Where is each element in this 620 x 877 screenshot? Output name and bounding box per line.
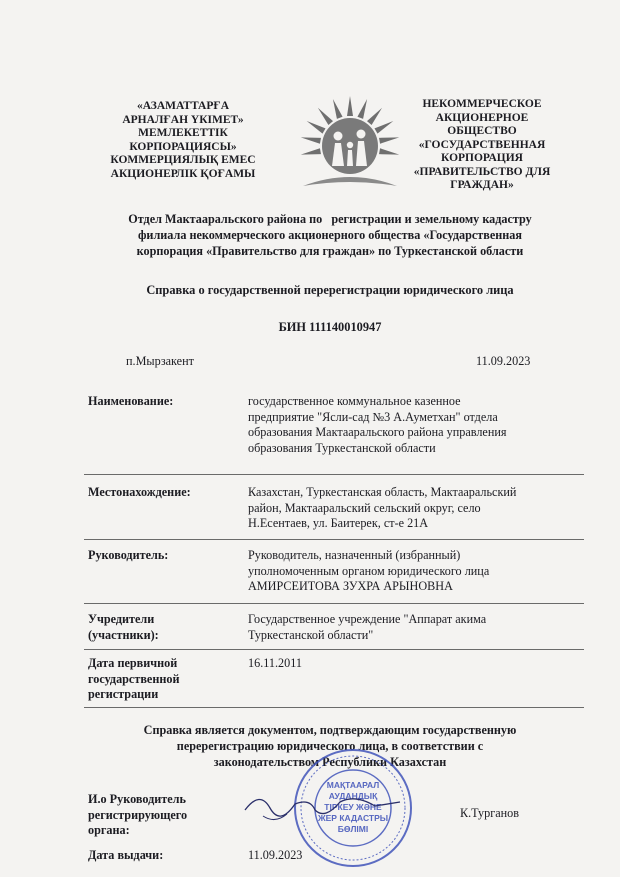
stamp-line: ЖЕР КАДАСТРЫ xyxy=(317,813,389,823)
location-value xyxy=(248,485,583,532)
value-line: район, Мактааральский сельский округ, село xyxy=(248,500,481,515)
label-line: Наименование: xyxy=(88,394,174,408)
header-left-line: АКЦИОНЕРЛІК ҚОҒАМЫ xyxy=(110,167,256,180)
header-right-line: НЕКОММЕРЧЕСКОЕ xyxy=(422,98,542,110)
issue-date-label: Дата выдачи: xyxy=(88,848,164,862)
value-line: уполномоченным органом юридического лица xyxy=(248,563,490,578)
header-right-line: КОРПОРАЦИЯ xyxy=(441,152,523,164)
header-right-line: «ПРАВИТЕЛЬСТВО ДЛЯ xyxy=(413,165,551,178)
name-value xyxy=(248,394,583,456)
value-line: Государственное учреждение "Аппарат акима xyxy=(248,612,487,626)
head-label xyxy=(88,548,238,564)
bin-number: БИН 111140010947 xyxy=(278,320,382,334)
label-line: Руководитель: xyxy=(88,548,169,562)
value-line: образования Туркестанской области xyxy=(248,440,436,455)
value-line: Туркестанской области" xyxy=(248,627,374,642)
value-line: Руководитель, назначенный (избранный) xyxy=(248,548,461,562)
divider xyxy=(84,707,584,708)
handwritten-signature-icon xyxy=(215,780,405,840)
corporation-logo-icon xyxy=(281,90,419,198)
value-line: образования Мактааральского района управления xyxy=(248,425,507,439)
stamp-line: АУДАНДЫҚ xyxy=(328,791,378,801)
label-line: (участники): xyxy=(88,627,159,642)
header-left-line: «АЗАМАТТАРҒА xyxy=(136,100,229,112)
header-right-line: «ГОСУДАРСТВЕННАЯ xyxy=(418,138,546,151)
signatory-label xyxy=(88,792,238,839)
label-line: регистрации xyxy=(88,687,159,701)
divider xyxy=(84,649,584,650)
header-left-line: КОРПОРАЦИЯСЫ» xyxy=(129,140,237,153)
issuer-department xyxy=(70,211,590,259)
header-left-line: АРНАЛҒАН ҮКІМЕТ» xyxy=(122,113,244,126)
value-line: Н.Есентаев, ул. Баитерек, ст-е 21А xyxy=(248,516,429,530)
label-line: И.о Руководитель xyxy=(88,792,186,806)
label-line: органа: xyxy=(88,823,130,837)
header-right-line: ОБЩЕСТВО xyxy=(447,125,517,137)
document-title: Справка о государственной перерегистрации юридического лица xyxy=(146,283,514,297)
header-right-line: ГРАЖДАН» xyxy=(450,179,514,191)
stamp-line: БӨЛІМІ xyxy=(337,824,369,834)
note-line: перерегистрацию юридического лица, в соответствии с xyxy=(176,739,484,753)
value-line: 16.11.2011 xyxy=(248,656,302,670)
issue-date-value: 11.09.2023 xyxy=(248,848,303,862)
label-line: государственной xyxy=(88,671,180,686)
divider xyxy=(84,474,584,475)
stamp-line: МАҚТААРАЛ xyxy=(326,780,380,790)
label-line: Учредители xyxy=(88,612,155,626)
divider xyxy=(84,539,584,540)
header-left-line: КОММЕРЦИЯЛЫҚ ЕМЕС xyxy=(110,154,256,166)
issuer-line: филиала некоммерческого акционерного общества «Государственная xyxy=(137,228,522,242)
label-line: Дата первичной xyxy=(88,656,178,670)
note-line: Справка является документом, подтверждающим государственную xyxy=(143,723,517,737)
first-registration-value xyxy=(248,656,583,672)
note-line: законодательством Республики Казахстан xyxy=(213,755,447,769)
stamp-line: ТІРКЕУ ЖӘНЕ xyxy=(324,802,382,812)
label-line: регистрирующего xyxy=(88,807,188,822)
header-kazakh-org xyxy=(98,100,268,181)
header-russian-org xyxy=(402,98,562,193)
header-right-line: АКЦИОНЕРНОЕ xyxy=(435,111,529,124)
divider xyxy=(84,603,584,604)
founders-value xyxy=(248,612,583,643)
signatory-name: К.Турганов xyxy=(460,806,519,820)
name-label xyxy=(88,394,238,410)
value-line: АМИРСЕИТОВА ЗУХРА АРЫНОВНА xyxy=(248,579,453,593)
issuer-line: Отдел Мактааральского района по регистрации и земельному кадастру xyxy=(128,212,532,226)
location-label xyxy=(88,485,238,501)
first-registration-label xyxy=(88,656,238,703)
founders-label xyxy=(88,612,238,643)
issuer-line: корпорация «Правительство для граждан» по Туркестанской области xyxy=(136,244,524,258)
value-line: Казахстан, Туркестанская область, Мактааральский xyxy=(248,485,517,499)
place-of-issue: п.Мырзакент xyxy=(126,354,194,368)
label-line: Местонахождение: xyxy=(88,485,191,499)
document-date: 11.09.2023 xyxy=(476,354,531,368)
value-line: государственное коммунальное казенное xyxy=(248,394,461,408)
head-value xyxy=(248,548,583,595)
value-line: предприятие "Ясли-сад №3 А.Ауметхан" отдела xyxy=(248,409,498,424)
header-left-line: МЕМЛЕКЕТТІК xyxy=(138,127,228,139)
